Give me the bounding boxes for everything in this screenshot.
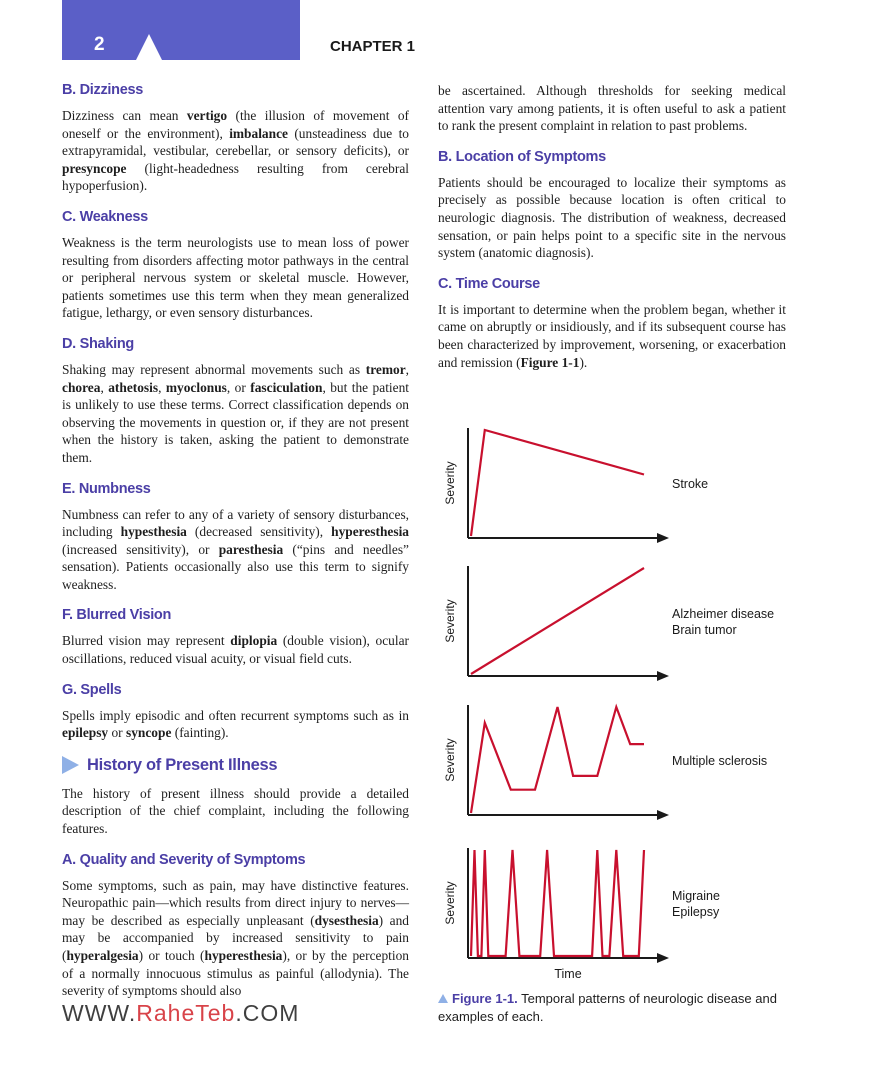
heading-numbness: E. Numbness: [62, 480, 151, 497]
panel-label-2-1: Alzheimer disease: [672, 607, 775, 621]
series-line-4: [471, 850, 644, 956]
y-axis-label-3: Severity: [443, 738, 457, 782]
figure-caption: Figure 1-1. Temporal patterns of neurologic disease and examples of each.: [438, 991, 777, 1024]
right-column: [438, 82, 786, 385]
paragraph-continued: be ascertained. Although thresholds for seeking medical attention vary among patients, it is often useful to ask a patient to rank the present complaint in relation to past problems.: [438, 83, 786, 134]
y-axis-label-2: Severity: [443, 599, 457, 643]
paragraph-history: The history of present illness should provide a detailed description of the chief complaint, including the following features.: [62, 785, 409, 837]
panel-label-3-1: Multiple sclerosis: [672, 754, 768, 768]
heading-dizziness: B. Dizziness: [62, 82, 144, 98]
series-line-1: [471, 430, 644, 536]
heading-blurred-vision: F. Blurred Vision: [62, 607, 172, 624]
x-axis-arrow-icon-2: [657, 671, 669, 681]
panel-label-2-2: Brain tumor: [672, 623, 737, 637]
heading-time-course: C. Time Course: [438, 275, 540, 292]
panel-label-4-2: Epilepsy: [672, 905, 720, 919]
chapter-title: CHAPTER 1: [330, 38, 416, 55]
series-line-2: [471, 568, 644, 674]
paragraph-blurred-vision: Blurred vision may represent diplopia (double vision), ocular oscillations, reduced visual acuity, or visual field cuts.: [62, 633, 409, 667]
heading-quality-severity: A. Quality and Severity of Symptoms: [62, 851, 306, 868]
paragraph-spells: Spells imply episodic and often recurrent symptoms such as in epilepsy or syncope (fainting).: [62, 707, 409, 741]
paragraph-time-course: It is important to determine when the problem began, whether it came on abruptly or insidiously, and if its subsequent course has been characterized by improvement, worsening, or exacerbation and remission (Figure 1-1).: [438, 301, 786, 370]
y-axis-label-4: Severity: [443, 881, 457, 925]
heading-shaking: D. Shaking: [62, 335, 134, 352]
y-axis-label-1: Severity: [443, 461, 457, 505]
heading-location: B. Location of Symptoms: [438, 148, 606, 165]
paragraph-shaking: Shaking may represent abnormal movements such as tremor, chorea, athetosis, myoclonus, or fasciculation, but the patient is unlikely to use these terms. Correct classification depends on observing the movements in question or, if they are not present when the history is taken, asking the patient to demonstrate them.: [62, 361, 409, 465]
section-triangle-icon: [62, 756, 79, 774]
paragraph-numbness: Numbness can refer to any of a variety of sensory disturbances, including hypesthesia (decreased sensitivity), hyperesthesia (increased sensitivity), or paresthesia (“pins and needles” sensation). Patients occasionally also use this term to signify weakness.: [62, 506, 410, 592]
x-axis-label: Time: [554, 967, 582, 981]
series-line-3: [471, 707, 644, 813]
heading-history-present-illness: History of Present Illness: [62, 756, 409, 775]
figure-1-1: [438, 420, 788, 988]
paragraph-location: Patients should be encouraged to localize their symptoms as precisely as possible because location is often critical to neurologic diagnosis. The distribution of weakness, decreased sensation, or pain helps point to a specific site in the nervous system (anatomic diagnosis).: [438, 174, 786, 261]
heading-weakness: C. Weakness: [62, 208, 148, 225]
watermark: WWW.RaheTeb.COM: [62, 1000, 300, 1026]
paragraph-quality-severity: Some symptoms, such as pain, may have distinctive features. Neuropathic pain—which results from direct injury to nerves—may be described as especially unpleasant (dysesthesia) and may be accompanied by increased sensitivity to pain (hyperalgesia) or touch (hyperesthesia), or by the perception of a normally innocuous stimulus as painful (allodynia). The severity of symptoms should also: [62, 877, 409, 999]
panel-label-4-1: Migraine: [672, 889, 720, 903]
caption-triangle-icon: [438, 994, 448, 1003]
paragraph-dizziness: Dizziness can mean vertigo (the illusion of movement of oneself or the environment), imbalance (unsteadiness due to extrapyramidal, vestibular, cerebellar, or sensory deficits), or presyncope (light-headedness resulting from cerebral hypoperfusion).: [62, 108, 409, 194]
page-number: 2: [94, 34, 105, 55]
x-axis-arrow-icon-4: [657, 953, 669, 963]
left-column: [62, 82, 409, 1014]
x-axis-arrow-icon-3: [657, 810, 669, 820]
heading-spells: G. Spells: [62, 681, 122, 698]
x-axis-arrow-icon-1: [657, 533, 669, 543]
paragraph-weakness: Weakness is the term neurologists use to mean loss of power resulting from disorders affecting motor pathways in the central or peripheral nervous system or skeletal muscle. However, patients sometimes use this term when they mean generalized fatigue, lethargy, or even sensory disturbances.: [62, 234, 409, 321]
header-triangle: [136, 34, 162, 60]
panel-label-1-1: Stroke: [672, 477, 709, 491]
